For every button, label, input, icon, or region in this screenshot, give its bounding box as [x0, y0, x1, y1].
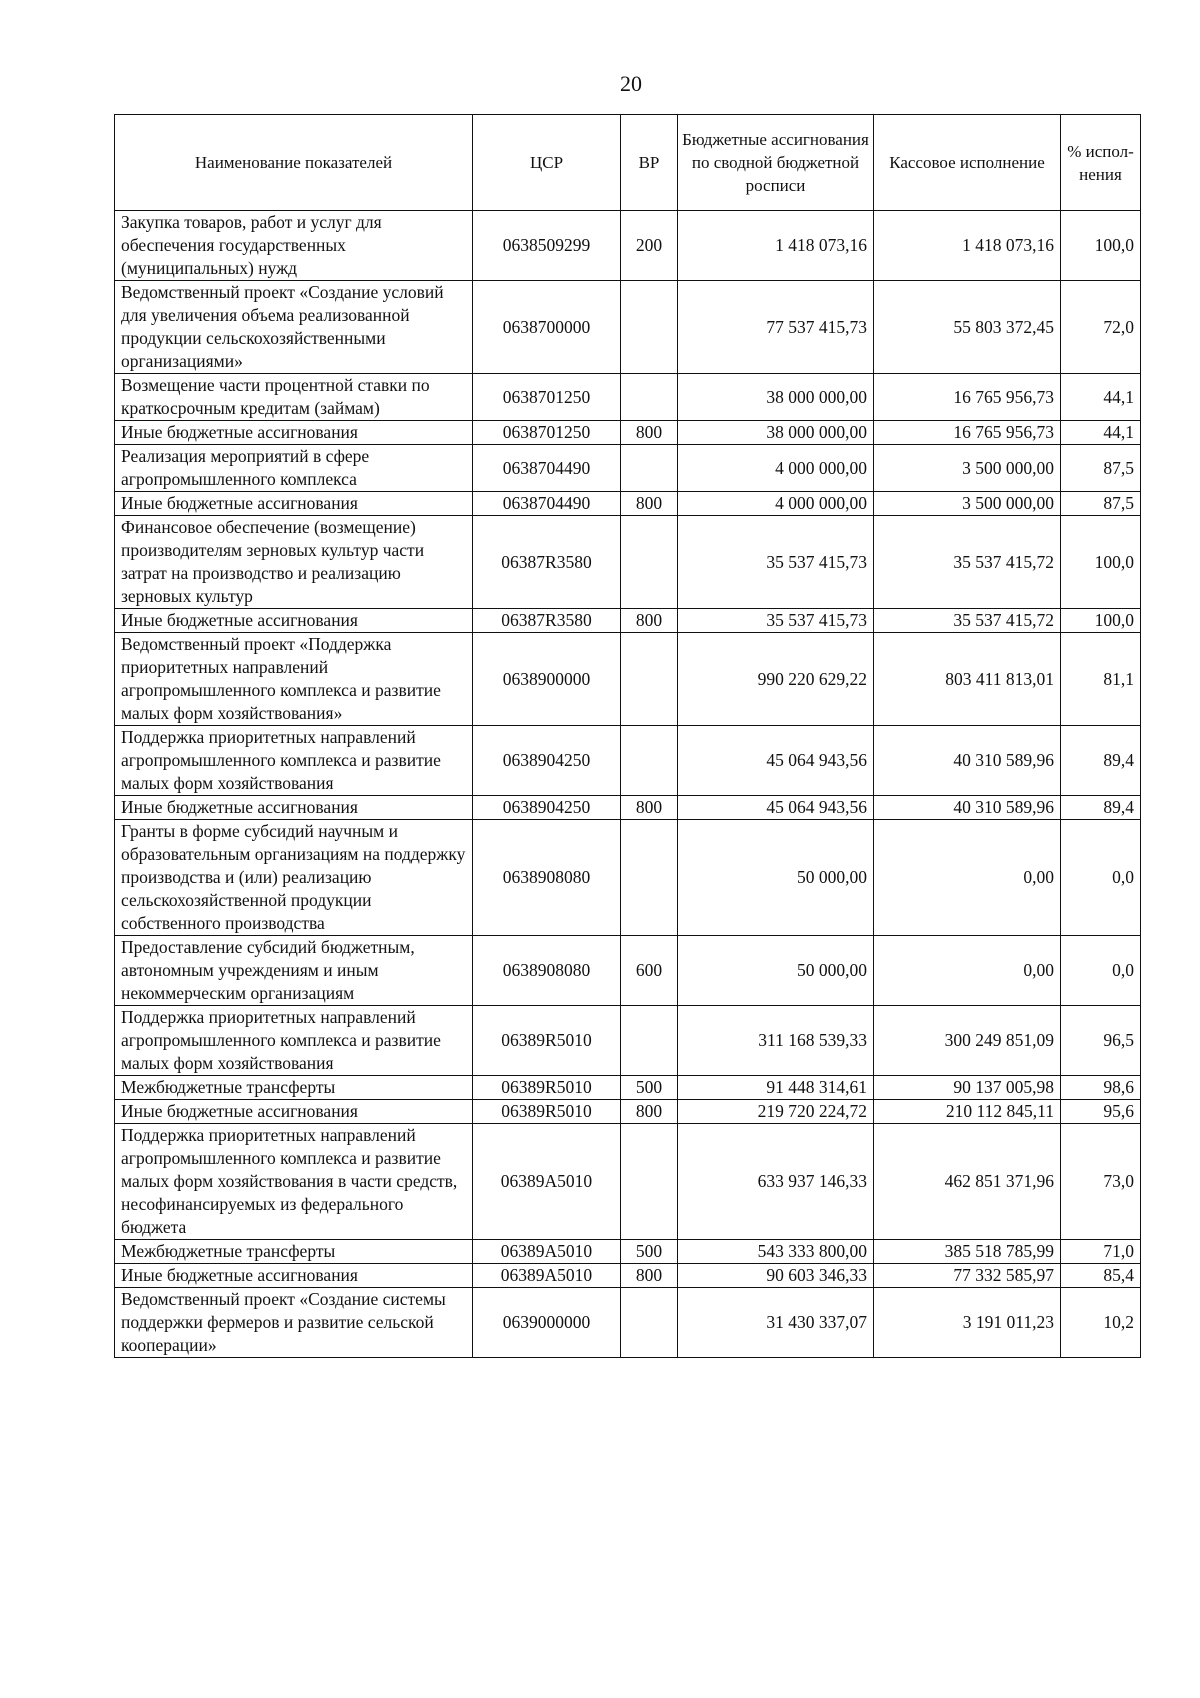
cell-percent: 87,5 [1061, 445, 1141, 492]
cell-vr: 800 [621, 1100, 678, 1124]
cell-cash: 210 112 845,11 [874, 1100, 1061, 1124]
cell-percent: 89,4 [1061, 726, 1141, 796]
cell-csr: 06387R3580 [473, 609, 621, 633]
cell-budget: 35 537 415,73 [678, 609, 874, 633]
cell-budget: 543 333 800,00 [678, 1240, 874, 1264]
cell-percent: 95,6 [1061, 1100, 1141, 1124]
cell-csr: 0639000000 [473, 1288, 621, 1358]
cell-budget: 990 220 629,22 [678, 633, 874, 726]
cell-name: Закупка товаров, работ и услуг для обеспечения государственных (муниципальных) нужд [115, 211, 473, 281]
cell-csr: 0638509299 [473, 211, 621, 281]
cell-vr [621, 1006, 678, 1076]
cell-csr: 0638701250 [473, 374, 621, 421]
cell-vr [621, 1288, 678, 1358]
table-header-row [115, 115, 1141, 211]
cell-csr: 06389A5010 [473, 1124, 621, 1240]
table-row [115, 726, 1141, 796]
cell-budget: 633 937 146,33 [678, 1124, 874, 1240]
cell-cash: 3 500 000,00 [874, 492, 1061, 516]
table-row [115, 1264, 1141, 1288]
table-row [115, 633, 1141, 726]
cell-vr [621, 726, 678, 796]
cell-name: Гранты в форме субсидий научным и образовательным организациям на поддержку производства и (или) реализацию сельскохозяйственной продукции собственного производства [115, 820, 473, 936]
cell-percent: 85,4 [1061, 1264, 1141, 1288]
cell-name: Поддержка приоритетных направлений агропромышленного комплекса и развитие малых форм хозяйствования [115, 1006, 473, 1076]
cell-vr: 800 [621, 796, 678, 820]
cell-cash: 35 537 415,72 [874, 609, 1061, 633]
table-row [115, 1006, 1141, 1076]
cell-vr [621, 516, 678, 609]
cell-percent: 72,0 [1061, 281, 1141, 374]
cell-vr [621, 281, 678, 374]
cell-name: Возмещение части процентной ставки по краткосрочным кредитам (займам) [115, 374, 473, 421]
cell-budget: 77 537 415,73 [678, 281, 874, 374]
cell-csr: 0638908080 [473, 936, 621, 1006]
cell-percent: 44,1 [1061, 374, 1141, 421]
cell-percent: 100,0 [1061, 609, 1141, 633]
cell-cash: 3 500 000,00 [874, 445, 1061, 492]
page-number: 20 [620, 71, 642, 96]
cell-name: Иные бюджетные ассигнования [115, 1100, 473, 1124]
cell-csr: 0638704490 [473, 492, 621, 516]
cell-name: Межбюджетные трансферты [115, 1076, 473, 1100]
cell-name: Иные бюджетные ассигнования [115, 492, 473, 516]
table-row [115, 1240, 1141, 1264]
cell-vr: 800 [621, 609, 678, 633]
cell-cash: 90 137 005,98 [874, 1076, 1061, 1100]
cell-vr: 800 [621, 492, 678, 516]
cell-vr: 600 [621, 936, 678, 1006]
cell-cash: 385 518 785,99 [874, 1240, 1061, 1264]
table-row [115, 374, 1141, 421]
cell-budget: 91 448 314,61 [678, 1076, 874, 1100]
table-row [115, 820, 1141, 936]
header-name: Наименование показателей [115, 115, 473, 211]
cell-name: Иные бюджетные ассигнования [115, 421, 473, 445]
table-row [115, 492, 1141, 516]
cell-budget: 38 000 000,00 [678, 421, 874, 445]
table-row [115, 796, 1141, 820]
table-row [115, 1124, 1141, 1240]
header-csr: ЦСР [473, 115, 621, 211]
cell-percent: 0,0 [1061, 936, 1141, 1006]
cell-vr: 800 [621, 421, 678, 445]
header-budget: Бюджетные ассигнования по сводной бюджетной росписи [678, 115, 874, 211]
cell-name: Межбюджетные трансферты [115, 1240, 473, 1264]
cell-name: Иные бюджетные ассигнования [115, 796, 473, 820]
cell-csr: 0638704490 [473, 445, 621, 492]
cell-budget: 311 168 539,33 [678, 1006, 874, 1076]
cell-cash: 0,00 [874, 820, 1061, 936]
cell-percent: 0,0 [1061, 820, 1141, 936]
table-row [115, 609, 1141, 633]
cell-budget: 45 064 943,56 [678, 726, 874, 796]
cell-budget: 90 603 346,33 [678, 1264, 874, 1288]
table-row [115, 445, 1141, 492]
cell-name: Ведомственный проект «Создание условий для увеличения объема реализованной продукции сельскохозяйственными организациями» [115, 281, 473, 374]
cell-cash: 462 851 371,96 [874, 1124, 1061, 1240]
cell-budget: 50 000,00 [678, 820, 874, 936]
cell-csr: 06389R5010 [473, 1006, 621, 1076]
cell-csr: 06389A5010 [473, 1264, 621, 1288]
cell-name: Поддержка приоритетных направлений агропромышленного комплекса и развитие малых форм хозяйствования [115, 726, 473, 796]
table-row [115, 936, 1141, 1006]
cell-percent: 96,5 [1061, 1006, 1141, 1076]
cell-csr: 0638904250 [473, 726, 621, 796]
header-cash: Кассовое исполнение [874, 115, 1061, 211]
cell-csr: 06387R3580 [473, 516, 621, 609]
cell-percent: 100,0 [1061, 211, 1141, 281]
cell-percent: 44,1 [1061, 421, 1141, 445]
cell-budget: 1 418 073,16 [678, 211, 874, 281]
cell-name: Финансовое обеспечение (возмещение) производителям зерновых культур части затрат на производство и реализацию зерновых культур [115, 516, 473, 609]
cell-vr: 500 [621, 1076, 678, 1100]
cell-percent: 71,0 [1061, 1240, 1141, 1264]
cell-percent: 100,0 [1061, 516, 1141, 609]
cell-percent: 98,6 [1061, 1076, 1141, 1100]
cell-cash: 16 765 956,73 [874, 374, 1061, 421]
cell-cash: 40 310 589,96 [874, 726, 1061, 796]
cell-csr: 0638700000 [473, 281, 621, 374]
cell-percent: 81,1 [1061, 633, 1141, 726]
cell-name: Ведомственный проект «Создание системы поддержки фермеров и развитие сельской кооперации» [115, 1288, 473, 1358]
cell-vr [621, 820, 678, 936]
cell-budget: 4 000 000,00 [678, 445, 874, 492]
cell-cash: 55 803 372,45 [874, 281, 1061, 374]
cell-cash: 1 418 073,16 [874, 211, 1061, 281]
cell-vr: 800 [621, 1264, 678, 1288]
cell-budget: 31 430 337,07 [678, 1288, 874, 1358]
cell-percent: 73,0 [1061, 1124, 1141, 1240]
cell-cash: 300 249 851,09 [874, 1006, 1061, 1076]
table-body [115, 211, 1141, 1358]
cell-cash: 40 310 589,96 [874, 796, 1061, 820]
cell-csr: 0638904250 [473, 796, 621, 820]
cell-name: Предоставление субсидий бюджетным, автономным учреждениям и иным некоммерческим организациям [115, 936, 473, 1006]
cell-name: Реализация мероприятий в сфере агропромышленного комплекса [115, 445, 473, 492]
cell-budget: 4 000 000,00 [678, 492, 874, 516]
cell-budget: 219 720 224,72 [678, 1100, 874, 1124]
cell-percent: 89,4 [1061, 796, 1141, 820]
table-row [115, 516, 1141, 609]
cell-vr: 500 [621, 1240, 678, 1264]
cell-name: Поддержка приоритетных направлений агропромышленного комплекса и развитие малых форм хозяйствования в части средств, несофинансируемых из федерального бюджета [115, 1124, 473, 1240]
cell-cash: 35 537 415,72 [874, 516, 1061, 609]
cell-csr: 0638900000 [473, 633, 621, 726]
cell-percent: 87,5 [1061, 492, 1141, 516]
table-row [115, 421, 1141, 445]
cell-cash: 803 411 813,01 [874, 633, 1061, 726]
table-row [115, 1100, 1141, 1124]
cell-budget: 45 064 943,56 [678, 796, 874, 820]
table-row [115, 1288, 1141, 1358]
cell-csr: 06389R5010 [473, 1100, 621, 1124]
cell-vr [621, 445, 678, 492]
cell-cash: 0,00 [874, 936, 1061, 1006]
cell-csr: 06389A5010 [473, 1240, 621, 1264]
header-vr: ВР [621, 115, 678, 211]
cell-vr: 200 [621, 211, 678, 281]
cell-csr: 0638908080 [473, 820, 621, 936]
cell-cash: 16 765 956,73 [874, 421, 1061, 445]
cell-csr: 0638701250 [473, 421, 621, 445]
table-row [115, 281, 1141, 374]
budget-table [114, 114, 1141, 1358]
cell-percent: 10,2 [1061, 1288, 1141, 1358]
cell-name: Иные бюджетные ассигнования [115, 1264, 473, 1288]
cell-vr [621, 374, 678, 421]
table-row [115, 211, 1141, 281]
cell-cash: 3 191 011,23 [874, 1288, 1061, 1358]
table-row [115, 1076, 1141, 1100]
cell-name: Иные бюджетные ассигнования [115, 609, 473, 633]
header-percent: % испол-нения [1061, 115, 1141, 211]
cell-name: Ведомственный проект «Поддержка приоритетных направлений агропромышленного комплекса и развитие малых форм хозяйствования» [115, 633, 473, 726]
cell-vr [621, 633, 678, 726]
cell-csr: 06389R5010 [473, 1076, 621, 1100]
cell-budget: 38 000 000,00 [678, 374, 874, 421]
cell-budget: 50 000,00 [678, 936, 874, 1006]
cell-budget: 35 537 415,73 [678, 516, 874, 609]
cell-vr [621, 1124, 678, 1240]
cell-cash: 77 332 585,97 [874, 1264, 1061, 1288]
